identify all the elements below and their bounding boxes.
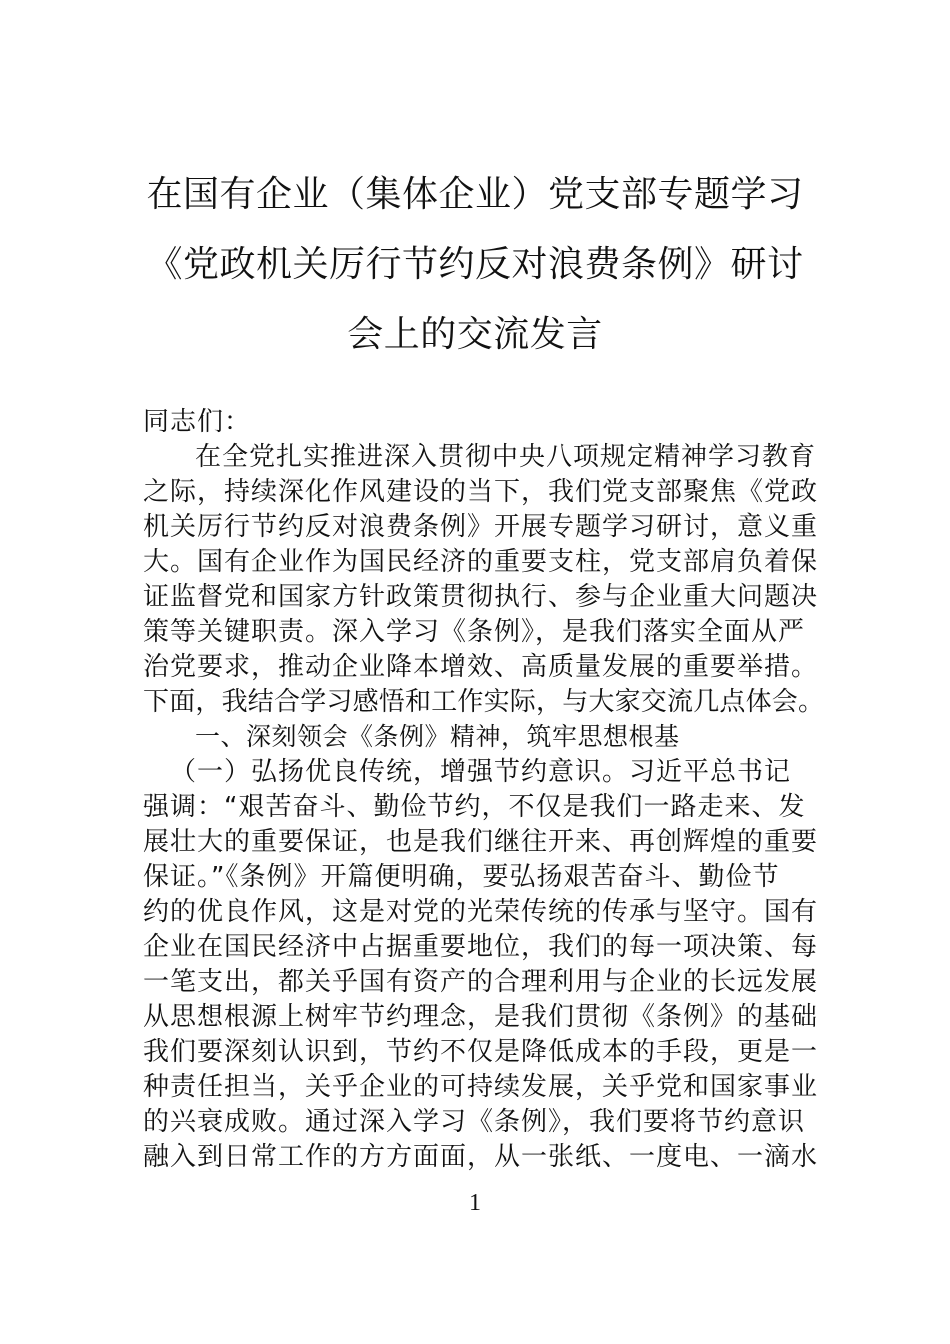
paragraph-line: 从思想根源上树牢节约理念，是我们贯彻《条例》的基础: [143, 1002, 819, 1032]
paragraph-line: 机关厉行节约反对浪费条例》开展专题学习研讨，意义重: [143, 512, 819, 542]
page-number: 1: [469, 1190, 481, 1216]
paragraph-line: 策等关键职责。深入学习《条例》，是我们落实全面从严: [143, 617, 806, 647]
paragraph-line: 下面，我结合学习感悟和工作实际，与大家交流几点体会。: [143, 687, 825, 717]
paragraph-line: 种责任担当，关乎企业的可持续发展，关乎党和国家事业: [143, 1072, 819, 1102]
paragraph-line: 展壮大的重要保证，也是我们继往开来、再创辉煌的重要: [143, 827, 819, 857]
document-title-line-2: 《党政机关厉行节约反对浪费条例》研讨: [146, 244, 804, 285]
paragraph-line: 在全党扎实推进深入贯彻中央八项规定精神学习教育: [195, 442, 817, 472]
paragraph-line: （一）弘扬优良传统，增强节约意识。习近平总书记: [170, 757, 792, 787]
paragraph-line: 大。国有企业作为国民经济的重要支柱，党支部肩负着保: [143, 547, 819, 577]
paragraph-line: 的兴衰成败。通过深入学习《条例》，我们要将节约意识: [143, 1107, 806, 1137]
paragraph-line: 我们要深刻认识到，节约不仅是降低成本的手段，更是一: [143, 1037, 819, 1067]
paragraph-line: 融入到日常工作的方方面面，从一张纸、一度电、一滴水: [143, 1142, 819, 1172]
section-heading: 一、深刻领会《条例》精神，筑牢思想根基: [195, 722, 680, 751]
paragraph-line: 约的优良作风，这是对党的光荣传统的传承与坚守。国有: [143, 897, 819, 927]
document-title-line-1: 在国有企业（集体企业）党支部专题学习: [146, 174, 804, 215]
paragraph-line: 保证。”《条例》开篇便明确，要弘扬艰苦奋斗、勤俭节: [143, 862, 780, 892]
paragraph-line: 证监督党和国家方针政策贯彻执行、参与企业重大问题决: [143, 582, 819, 612]
paragraph-line: 之际，持续深化作风建设的当下，我们党支部聚焦《党政: [143, 477, 819, 507]
salutation: 同志们：: [143, 407, 252, 437]
paragraph-line: 一笔支出，都关乎国有资产的合理利用与企业的长远发展: [143, 967, 819, 997]
paragraph-line: 企业在国民经济中占据重要地位，我们的每一项决策、每: [143, 932, 819, 962]
document-title-line-3: 会上的交流发言: [347, 314, 603, 355]
paragraph-line: 治党要求，推动企业降本增效、高质量发展的重要举措。: [143, 652, 819, 682]
paragraph-line: 强调：“艰苦奋斗、勤俭节约，不仅是我们一路走来、发: [143, 792, 806, 822]
